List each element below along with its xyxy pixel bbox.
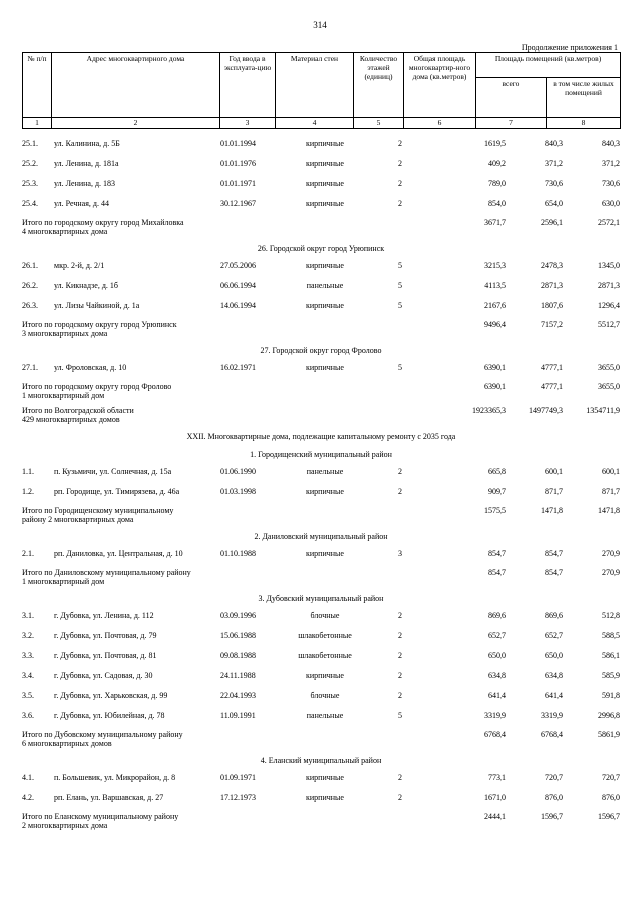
header-col-total-area: Общая площадь многоквартир-ного дома (кв.метров) bbox=[404, 53, 476, 118]
subtotal-premises-living: 270,9 bbox=[602, 568, 620, 577]
row-premises-total: 4777,1 bbox=[541, 363, 563, 372]
col-num-7: 7 bbox=[476, 118, 547, 129]
row-total-area: 3319,9 bbox=[484, 711, 506, 720]
subtotal-total-area: 6768,4 bbox=[484, 730, 506, 739]
row-number: 25.3. bbox=[22, 179, 38, 188]
row-material: панельные bbox=[306, 711, 344, 720]
row-address: ул. Лизы Чайкиной, д. 1а bbox=[54, 301, 140, 310]
row-premises-living: 600,1 bbox=[602, 467, 620, 476]
row-premises-living: 1345,0 bbox=[598, 261, 620, 270]
table-row bbox=[22, 156, 620, 176]
subtotal-total-area: 1575,5 bbox=[484, 506, 506, 515]
subtotal-row bbox=[22, 504, 620, 528]
header-col-premises-total: всего bbox=[476, 78, 547, 118]
row-total-area: 1671,0 bbox=[484, 793, 506, 802]
row-address: рп. Даниловка, ул. Центральная, д. 10 bbox=[54, 549, 183, 558]
row-total-area: 2167,6 bbox=[484, 301, 506, 310]
row-premises-total: 869,6 bbox=[545, 611, 563, 620]
row-floors: 2 bbox=[398, 611, 402, 620]
row-premises-total: 654,0 bbox=[545, 199, 563, 208]
row-floors: 2 bbox=[398, 199, 402, 208]
subtotal-premises-total: 1497749,3 bbox=[529, 406, 563, 415]
subtotal-premises-living: 5512,7 bbox=[598, 320, 620, 329]
subtotal-label bbox=[22, 218, 184, 236]
row-address: г. Дубовка, ул. Почтовая, д. 79 bbox=[54, 631, 157, 640]
row-number: 27.1. bbox=[22, 363, 38, 372]
continuation-note: Продолжение приложения 1 bbox=[521, 43, 618, 52]
row-premises-total: 2871,3 bbox=[541, 281, 563, 290]
table-header bbox=[22, 52, 621, 129]
row-premises-total: 720,7 bbox=[545, 773, 563, 782]
header-col-floors: Количество этажей (единиц) bbox=[354, 53, 404, 118]
row-number: 3.1. bbox=[22, 611, 34, 620]
row-material: кирпичные bbox=[306, 301, 344, 310]
row-number: 3.2. bbox=[22, 631, 34, 640]
row-total-area: 869,6 bbox=[488, 611, 506, 620]
row-floors: 2 bbox=[398, 159, 402, 168]
row-year: 16.02.1971 bbox=[220, 363, 256, 372]
row-premises-living: 720,7 bbox=[602, 773, 620, 782]
row-premises-living: 512,8 bbox=[602, 611, 620, 620]
row-total-area: 909,7 bbox=[488, 487, 506, 496]
row-number: 3.4. bbox=[22, 671, 34, 680]
subtotal-premises-living: 5861,9 bbox=[598, 730, 620, 739]
row-premises-total: 650,0 bbox=[545, 651, 563, 660]
row-number: 4.2. bbox=[22, 793, 34, 802]
row-floors: 3 bbox=[398, 549, 402, 558]
row-year: 15.06.1988 bbox=[220, 631, 256, 640]
row-premises-total: 634,8 bbox=[545, 671, 563, 680]
row-number: 1.2. bbox=[22, 487, 34, 496]
row-year: 01.01.1971 bbox=[220, 179, 256, 188]
subtotal-label-line1: Итого по Дубовскому муниципальному району bbox=[22, 730, 183, 739]
row-number: 25.2. bbox=[22, 159, 38, 168]
row-address: г. Дубовка, ул. Ленина, д. 112 bbox=[54, 611, 154, 620]
subtotal-label-line1: Итого по Городищенскому муниципальному bbox=[22, 506, 174, 515]
row-premises-living: 591,8 bbox=[602, 691, 620, 700]
col-num-4: 4 bbox=[276, 118, 354, 129]
header-col-number: № п/п bbox=[23, 53, 52, 118]
subtotal-premises-total: 6768,4 bbox=[541, 730, 563, 739]
row-year: 01.10.1988 bbox=[220, 549, 256, 558]
row-floors: 2 bbox=[398, 773, 402, 782]
header-col-year: Год ввода в эксплуата-цию bbox=[220, 53, 276, 118]
table-body bbox=[22, 136, 620, 834]
row-premises-living: 2871,3 bbox=[598, 281, 620, 290]
subtotal-row bbox=[22, 380, 620, 404]
row-number: 3.3. bbox=[22, 651, 34, 660]
row-floors: 5 bbox=[398, 363, 402, 372]
row-floors: 2 bbox=[398, 793, 402, 802]
subtotal-label-line2: 4 многоквартирных дома bbox=[22, 227, 108, 236]
row-year: 01.01.1976 bbox=[220, 159, 256, 168]
table-row bbox=[22, 176, 620, 196]
row-total-area: 1619,5 bbox=[484, 139, 506, 148]
row-premises-living: 3655,0 bbox=[598, 363, 620, 372]
section-title: 4. Еланский муниципальный район bbox=[260, 756, 382, 765]
row-premises-living: 371,2 bbox=[602, 159, 620, 168]
row-premises-total: 871,7 bbox=[545, 487, 563, 496]
row-address: г. Дубовка, ул. Юбилейная, д. 78 bbox=[54, 711, 165, 720]
subtotal-label-line2: району 2 многоквартирных дома bbox=[22, 515, 134, 524]
row-floors: 2 bbox=[398, 691, 402, 700]
row-number: 4.1. bbox=[22, 773, 34, 782]
subtotal-label bbox=[22, 320, 177, 338]
row-total-area: 409,2 bbox=[488, 159, 506, 168]
row-material: панельные bbox=[306, 467, 344, 476]
subtotal-premises-living: 1471,8 bbox=[598, 506, 620, 515]
row-total-area: 6390,1 bbox=[484, 363, 506, 372]
row-floors: 5 bbox=[398, 281, 402, 290]
row-premises-living: 270,9 bbox=[602, 549, 620, 558]
row-total-area: 650,0 bbox=[488, 651, 506, 660]
section-title: 26. Городской округ город Урюпинск bbox=[257, 244, 385, 253]
row-material: кирпичные bbox=[306, 363, 344, 372]
row-material: кирпичные bbox=[306, 199, 344, 208]
subtotal-premises-living: 3655,0 bbox=[598, 382, 620, 391]
subtotal-premises-total: 854,7 bbox=[545, 568, 563, 577]
row-material: кирпичные bbox=[306, 159, 344, 168]
row-year: 01.06.1990 bbox=[220, 467, 256, 476]
row-year: 14.06.1994 bbox=[220, 301, 256, 310]
row-floors: 5 bbox=[398, 261, 402, 270]
row-total-area: 4113,5 bbox=[484, 281, 506, 290]
row-material: шлакобетонные bbox=[298, 651, 352, 660]
row-address: ул. Речная, д. 44 bbox=[54, 199, 109, 208]
row-premises-living: 588,5 bbox=[602, 631, 620, 640]
section-title: 1. Городищенский муниципальный район bbox=[250, 450, 392, 459]
row-year: 01.09.1971 bbox=[220, 773, 256, 782]
subtotal-total-area: 1923365,3 bbox=[472, 406, 506, 415]
row-premises-total: 2478,3 bbox=[541, 261, 563, 270]
subtotal-total-area: 854,7 bbox=[488, 568, 506, 577]
row-number: 2.1. bbox=[22, 549, 34, 558]
row-year: 22.04.1993 bbox=[220, 691, 256, 700]
row-premises-total: 854,7 bbox=[545, 549, 563, 558]
subtotal-row bbox=[22, 810, 620, 834]
subtotal-row bbox=[22, 566, 620, 590]
row-year: 01.03.1998 bbox=[220, 487, 256, 496]
row-premises-total: 3319,9 bbox=[541, 711, 563, 720]
table-row bbox=[22, 668, 620, 688]
subtotal-label-line2: 6 многоквартирных домов bbox=[22, 739, 112, 748]
table-row bbox=[22, 484, 620, 504]
section-title: 2. Даниловский муниципальный район bbox=[254, 532, 388, 541]
row-material: кирпичные bbox=[306, 139, 344, 148]
row-premises-total: 641,4 bbox=[545, 691, 563, 700]
subtotal-label-line2: 3 многоквартирных дома bbox=[22, 329, 108, 338]
table-row bbox=[22, 688, 620, 708]
row-number: 3.5. bbox=[22, 691, 34, 700]
subtotal-premises-living: 2572,1 bbox=[598, 218, 620, 227]
subtotal-row bbox=[22, 728, 620, 752]
subtotal-total-area: 6390,1 bbox=[484, 382, 506, 391]
table-row bbox=[22, 136, 620, 156]
subtotal-label-line1: Итого по городскому округу город Фролово bbox=[22, 382, 172, 391]
table-row bbox=[22, 790, 620, 810]
section-heading bbox=[22, 428, 620, 446]
subtotal-premises-total: 4777,1 bbox=[541, 382, 563, 391]
row-premises-living: 876,0 bbox=[602, 793, 620, 802]
table-row bbox=[22, 546, 620, 566]
row-total-area: 652,7 bbox=[488, 631, 506, 640]
header-col-premises-area: Площадь помещений (кв.метров) bbox=[476, 53, 621, 78]
subtotal-label-line1: Итого по Волгоградской области bbox=[22, 406, 134, 415]
subtotal-row bbox=[22, 318, 620, 342]
subtotal-premises-living: 1596,7 bbox=[598, 812, 620, 821]
row-year: 06.06.1994 bbox=[220, 281, 256, 290]
row-material: кирпичные bbox=[306, 671, 344, 680]
row-premises-living: 585,9 bbox=[602, 671, 620, 680]
row-material: кирпичные bbox=[306, 179, 344, 188]
row-address: п. Большевик, ул. Микрорайон, д. 8 bbox=[54, 773, 176, 782]
subtotal-premises-total: 2596,1 bbox=[541, 218, 563, 227]
row-total-area: 641,4 bbox=[488, 691, 506, 700]
col-num-8: 8 bbox=[547, 118, 621, 129]
subtotal-label bbox=[22, 812, 178, 830]
table-row bbox=[22, 258, 620, 278]
col-num-2: 2 bbox=[52, 118, 220, 129]
row-number: 26.3. bbox=[22, 301, 38, 310]
subtotal-premises-total: 1596,7 bbox=[541, 812, 563, 821]
subtotal-premises-total: 1471,8 bbox=[541, 506, 563, 515]
row-floors: 2 bbox=[398, 487, 402, 496]
row-number: 3.6. bbox=[22, 711, 34, 720]
row-total-area: 854,0 bbox=[488, 199, 506, 208]
row-address: ул. Калинина, д. 5Б bbox=[54, 139, 120, 148]
row-year: 03.09.1996 bbox=[220, 611, 256, 620]
row-total-area: 789,0 bbox=[488, 179, 506, 188]
subtotal-label-line1: Итого по Еланскому муниципальному району bbox=[22, 812, 179, 821]
table-row bbox=[22, 360, 620, 380]
row-year: 27.05.2006 bbox=[220, 261, 256, 270]
section-title: XXII. Многоквартирные дома, подлежащие капитальному ремонту с 2035 года bbox=[186, 432, 456, 441]
row-floors: 2 bbox=[398, 631, 402, 640]
row-total-area: 3215,3 bbox=[484, 261, 506, 270]
row-address: ул. Ленина, д. 181а bbox=[54, 159, 119, 168]
row-address: г. Дубовка, ул. Садовая, д. 30 bbox=[54, 671, 153, 680]
table-row bbox=[22, 628, 620, 648]
row-premises-living: 840,3 bbox=[602, 139, 620, 148]
row-year: 09.08.1988 bbox=[220, 651, 256, 660]
table-row bbox=[22, 298, 620, 318]
row-address: ул. Фроловская, д. 10 bbox=[54, 363, 127, 372]
header-col-premises-living: в том числе жилых помещений bbox=[547, 78, 621, 118]
section-heading bbox=[22, 528, 620, 546]
row-floors: 2 bbox=[398, 651, 402, 660]
section-heading bbox=[22, 342, 620, 360]
section-title: 3. Дубовский муниципальный район bbox=[258, 594, 384, 603]
row-year: 11.09.1991 bbox=[220, 711, 256, 720]
header-col-material: Материал стен bbox=[276, 53, 354, 118]
subtotal-total-area: 3671,7 bbox=[484, 218, 506, 227]
row-number: 26.2. bbox=[22, 281, 38, 290]
row-year: 01.01.1994 bbox=[220, 139, 256, 148]
row-total-area: 773,1 bbox=[488, 773, 506, 782]
section-heading bbox=[22, 752, 620, 770]
subtotal-label-line2: 2 многоквартирных дома bbox=[22, 821, 108, 830]
row-year: 30.12.1967 bbox=[220, 199, 256, 208]
row-address: г. Дубовка, ул. Почтовая, д. 81 bbox=[54, 651, 157, 660]
row-premises-total: 876,0 bbox=[545, 793, 563, 802]
subtotal-label-line2: 1 многоквартирный дом bbox=[22, 391, 105, 400]
row-number: 26.1. bbox=[22, 261, 38, 270]
row-premises-total: 730,6 bbox=[545, 179, 563, 188]
row-address: рп. Елань, ул. Варшавская, д. 27 bbox=[54, 793, 164, 802]
row-material: кирпичные bbox=[306, 487, 344, 496]
row-number: 1.1. bbox=[22, 467, 34, 476]
subtotal-total-area: 9496,4 bbox=[484, 320, 506, 329]
row-premises-living: 586,1 bbox=[602, 651, 620, 660]
row-total-area: 634,8 bbox=[488, 671, 506, 680]
table-row bbox=[22, 196, 620, 216]
subtotal-premises-living: 1354711,9 bbox=[586, 406, 620, 415]
row-premises-total: 840,3 bbox=[545, 139, 563, 148]
row-material: блочные bbox=[310, 691, 340, 700]
table-row bbox=[22, 608, 620, 628]
row-address: ул. Ленина, д. 183 bbox=[54, 179, 116, 188]
col-num-1: 1 bbox=[23, 118, 52, 129]
table-row bbox=[22, 464, 620, 484]
section-heading bbox=[22, 240, 620, 258]
col-num-5: 5 bbox=[354, 118, 404, 129]
subtotal-row bbox=[22, 216, 620, 240]
row-total-area: 854,7 bbox=[488, 549, 506, 558]
row-premises-total: 371,2 bbox=[545, 159, 563, 168]
row-premises-total: 1807,6 bbox=[541, 301, 563, 310]
row-material: кирпичные bbox=[306, 549, 344, 558]
row-material: кирпичные bbox=[306, 773, 344, 782]
section-heading bbox=[22, 446, 620, 464]
subtotal-label bbox=[22, 406, 134, 424]
row-address: мкр. 2-й, д. 2/1 bbox=[54, 261, 105, 270]
table-row bbox=[22, 708, 620, 728]
page-number: 314 bbox=[313, 20, 327, 30]
table-row bbox=[22, 648, 620, 668]
row-premises-living: 2996,8 bbox=[598, 711, 620, 720]
subtotal-label bbox=[22, 568, 191, 586]
row-address: г. Дубовка, ул. Харьковская, д. 99 bbox=[54, 691, 168, 700]
header-col-address: Адрес многоквартирного дома bbox=[52, 53, 220, 118]
row-number: 25.4. bbox=[22, 199, 38, 208]
subtotal-premises-total: 7157,2 bbox=[541, 320, 563, 329]
row-premises-total: 652,7 bbox=[545, 631, 563, 640]
subtotal-label bbox=[22, 382, 171, 400]
row-material: кирпичные bbox=[306, 793, 344, 802]
row-premises-total: 600,1 bbox=[545, 467, 563, 476]
row-material: кирпичные bbox=[306, 261, 344, 270]
row-total-area: 665,8 bbox=[488, 467, 506, 476]
row-address: п. Кузьмичи, ул. Солнечная, д. 15а bbox=[54, 467, 172, 476]
subtotal-row bbox=[22, 404, 620, 428]
row-premises-living: 730,6 bbox=[602, 179, 620, 188]
subtotal-label bbox=[22, 506, 173, 524]
row-premises-living: 1296,4 bbox=[598, 301, 620, 310]
row-year: 24.11.1988 bbox=[220, 671, 256, 680]
row-floors: 2 bbox=[398, 671, 402, 680]
row-floors: 5 bbox=[398, 301, 402, 310]
section-title: 27. Городской округ город Фролово bbox=[260, 346, 382, 355]
subtotal-label-line1: Итого по городскому округу город Урюпинск bbox=[22, 320, 177, 329]
row-material: панельные bbox=[306, 281, 344, 290]
row-floors: 2 bbox=[398, 139, 402, 148]
row-material: блочные bbox=[310, 611, 340, 620]
row-floors: 2 bbox=[398, 467, 402, 476]
table-row bbox=[22, 278, 620, 298]
row-premises-living: 871,7 bbox=[602, 487, 620, 496]
subtotal-label-line1: Итого по городскому округу город Михайловка bbox=[22, 218, 184, 227]
row-number: 25.1. bbox=[22, 139, 38, 148]
section-heading bbox=[22, 590, 620, 608]
row-address: ул. Кикнадзе, д. 1б bbox=[54, 281, 118, 290]
subtotal-label bbox=[22, 730, 183, 748]
subtotal-label-line2: 1 многоквартирный дом bbox=[22, 577, 105, 586]
subtotal-label-line1: Итого по Даниловскому муниципальному району bbox=[22, 568, 191, 577]
row-material: шлакобетонные bbox=[298, 631, 352, 640]
col-num-6: 6 bbox=[404, 118, 476, 129]
row-address: рп. Городище, ул. Тимирязева, д. 46а bbox=[54, 487, 180, 496]
col-num-3: 3 bbox=[220, 118, 276, 129]
table-row bbox=[22, 770, 620, 790]
subtotal-total-area: 2444,1 bbox=[484, 812, 506, 821]
row-floors: 2 bbox=[398, 179, 402, 188]
row-floors: 5 bbox=[398, 711, 402, 720]
subtotal-label-line2: 429 многоквартирных домов bbox=[22, 415, 120, 424]
row-year: 17.12.1973 bbox=[220, 793, 256, 802]
row-premises-living: 630,0 bbox=[602, 199, 620, 208]
